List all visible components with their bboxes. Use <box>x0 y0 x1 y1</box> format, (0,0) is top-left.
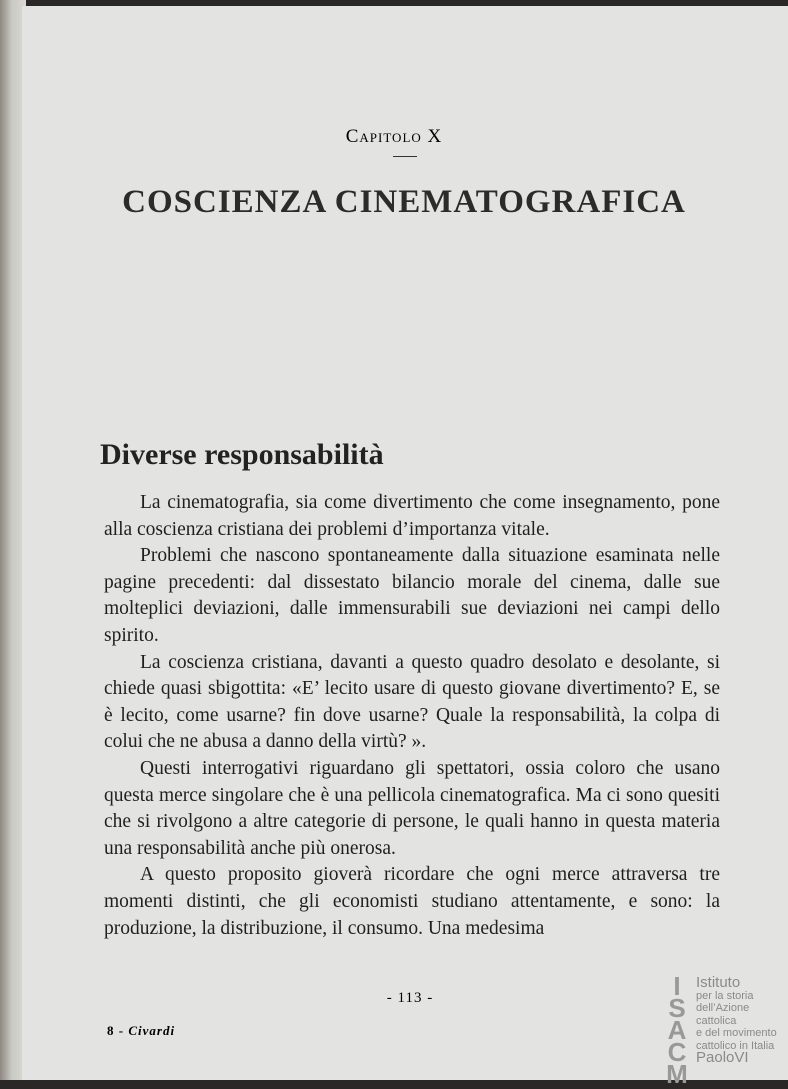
signature-name: Civardi <box>128 1023 176 1038</box>
signature-number: 8 <box>107 1023 115 1038</box>
paragraph: La coscienza cristiana, davanti a questo quadro desolato e desolante, si chiede quasi sbigottita: «E’ lecito usare di questo giovane divertimento? E, se è lecito, come usarne? fin dove usarne? Quale la responsabilità, la colpa di colui che ne abusa a danno della virtù? ». <box>104 651 720 753</box>
section-heading: Diverse responsabilità <box>100 438 384 471</box>
paragraph: A questo proposito gioverà ricordare che ogni merce attraversa tre momenti distinti, che gli economisti studiano attentamente, e sono: la produzione, la distribuzione, il consumo. Una medesima <box>104 864 720 939</box>
watermark-text: Istituto per la storia dell’Azione cattolica e del movimento cattolico in Italia PaoloVI <box>696 974 777 1066</box>
chapter-title: COSCIENZA CINEMATOGRAFICA <box>122 184 686 220</box>
paragraph: Questi interrogativi riguardano gli spettatori, ossia coloro che usano questa merce singolare che è una pellicola cinematografica. Ma ci sono quesiti che si rivolgono a altre categorie di persone, le quali hanno in questa materia una responsabilità anche più onerosa. <box>104 757 720 859</box>
chapter-label: Capitolo X <box>345 126 443 147</box>
signature-separator: - <box>118 1023 125 1038</box>
body-text <box>104 490 720 942</box>
chapter-divider <box>393 156 417 157</box>
paragraph: La cinematografia, sia come divertimento che come insegnamento, pone alla coscienza cristiana dei problemi d’importanza vitale. <box>104 492 720 540</box>
paragraph: Problemi che nascono spontaneamente dalla situazione esaminata nelle pagine precedenti: dal dissestato bilancio morale del cinema, dalle sue molteplici deviazioni, dalle immensurabili sue deviazioni nei campi dello spirito. <box>104 545 720 646</box>
watermark-logo <box>660 971 784 1089</box>
signature-mark <box>107 1023 175 1039</box>
page-number: - 113 - <box>386 990 434 1006</box>
watermark-monogram: I S A C M <box>666 971 688 1089</box>
